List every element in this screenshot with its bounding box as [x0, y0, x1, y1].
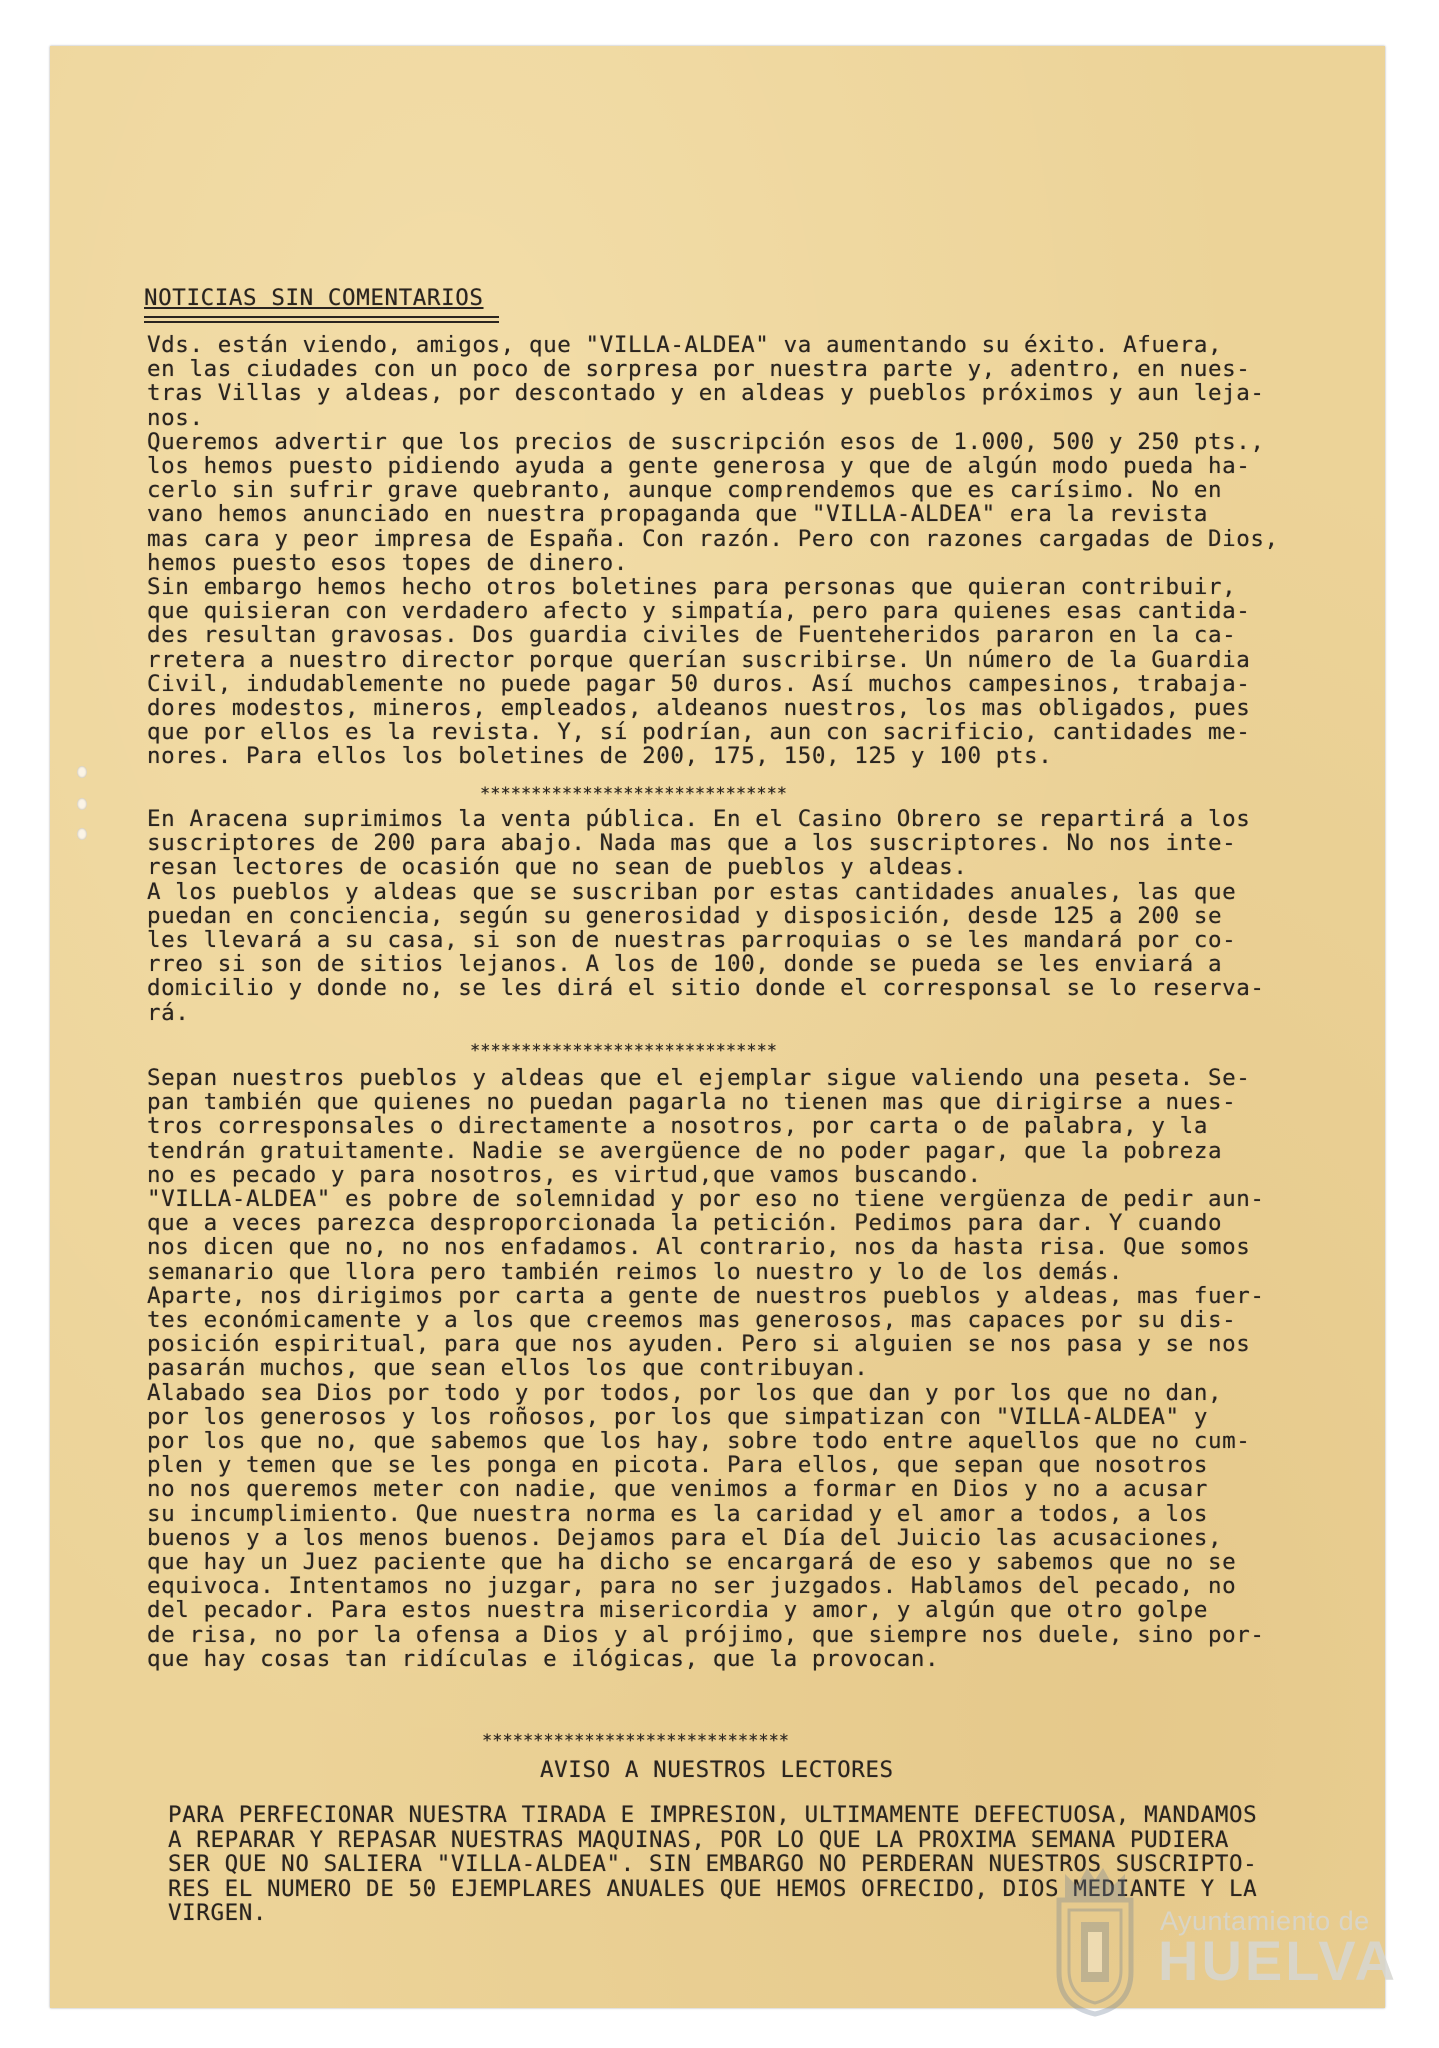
asterisk-divider-2: ****************************** [470, 1041, 778, 1061]
title-rule-upper [144, 316, 499, 318]
city-seal-icon [1045, 1860, 1145, 2018]
watermark-text-line2: HUELVA [1158, 1929, 1398, 1992]
paper-sheet [50, 46, 1385, 2008]
punch-hole [77, 828, 87, 840]
article-paragraph-2: En Aracena suprimimos la venta pública. En el Casino Obrero se repartirá a los suscriptores de 200 para abajo. Nada mas que a los suscriptores. No nos inte- resan lectores de ocasión que no sean de pueblos y aldeas. A los pueblos y aldeas que se suscriban por estas cantidades anuales, las que puedan en conciencia, según su generosidad y disposición, desde 125 a 200 se les llevará a su casa, si son de nuestras parroquias o se les mandará por co- rreo si son de sitios lejanos. A los de 100, donde se pueda se les enviará a domicilio y donde no, se les dirá el sitio donde el corresponsal se lo reserva- rá. [147, 806, 1265, 1026]
notice-title: AVISO A NUESTROS LECTORES [540, 1757, 894, 1783]
punch-hole [77, 766, 87, 778]
punch-hole [77, 798, 87, 810]
notice-body: PARA PERFECIONAR NUESTRA TIRADA E IMPRESION, ULTIMAMENTE DEFECTUOSA, MANDAMOS A REPARAR Y REPASAR NUESTRAS MAQUINAS, POR LO QUE LA PROXIMA SEMANA PUDIERA SER QUE NO SALIERA "VILLA-ALDEA". SIN EMBARGO NO PERDERAN NUESTROS SUSCRIPTO- RES EL NUMERO DE 50 EJEMPLARES ANUALES QUE HEMOS OFRECIDO, DIOS MEDIANTE Y LA VIRGEN. [168, 1802, 1258, 1926]
article-title: NOTICIAS SIN COMENTARIOS [144, 285, 484, 311]
article-paragraph-3: Sepan nuestros pueblos y aldeas que el ejemplar sigue valiendo una peseta. Se- pan también que quienes no puedan pagarla no tienen mas que dirigirse a nues- tros corresponsales o directamente a nosotros, por carta o de palabra, y la tendrán gratuitamente. Nadie se avergüence de no poder pagar, que la pobreza no es pecado y para nosotros, es virtud,que vamos buscando. "VILLA-ALDEA" es pobre de solemnidad y por eso no tiene vergüenza de pedir aun- que a veces parezca desproporcionada la petición. Pedimos para dar. Y cuando nos dicen que no, no nos enfadamos. Al contrario, nos da hasta risa. Que somos semanario que llora pero también reimos lo nuestro y lo de los demás. Aparte, nos dirigimos por carta a gente de nuestros pueblos y aldeas, mas fuer- tes económicamente y a los que creemos mas generosos, mas capaces por su dis- posición espiritual, para que nos ayuden. Pero si alguien se nos pasa y se nos pasarán muchos, que sean ellos los que contribuyan. Alabado sea Dios por todo y por todos, por los que dan y por los que no dan, por los generosos y los roñosos, por los que simpatizan con "VILLA-ALDEA" y por los que no, que sabemos que los hay, sobre todo entre aquellos que no cum- plen y temen que se les ponga en picota. Para ellos, que sepan que nosotros no nos queremos meter con nadie, que venimos a formar en Dios y no a acusar su incumplimiento. Que nuestra norma es la caridad y el amor a todos, a los buenos y a los menos buenos. Dejamos para el Día del Juicio las acusaciones, que hay un Juez paciente que ha dicho se encargará de eso y sabemos que no se equivoca. Intentamos no juzgar, para no ser juzgados. Hablamos del pecado, no del pecador. Para estos nuestra misericordia y amor, y algún que otro golpe de risa, no por la ofensa a Dios y al prójimo, que siempre nos duele, sino por- que hay cosas tan ridículas e ilógicas, que la provocan. [147, 1065, 1265, 1672]
watermark-text-line1: Ayuntamiento de [1160, 1906, 1370, 1936]
title-rule-lower [144, 321, 499, 323]
asterisk-divider-3: ****************************** [482, 1731, 790, 1751]
article-paragraph-1: Vds. están viendo, amigos, que "VILLA-ALDEA" va aumentando su éxito. Afuera, en las ciudades con un poco de sorpresa por nuestra parte y, adentro, en nues- tras Villas y aldeas, por descontado y en aldeas y pueblos próximos y aun leja- nos. Queremos advertir que los precios de suscripción esos de 1.000, 500 y 250 pts., los hemos puesto pidiendo ayuda a gente generosa y que de algún modo pueda ha- cerlo sin sufrir grave quebranto, aunque comprendemos que es carísimo. No en vano hemos anunciado en nuestra propaganda que "VILLA-ALDEA" era la revista mas cara y peor impresa de España. Con razón. Pero con razones cargadas de Dios, hemos puesto esos topes de dinero. Sin embargo hemos hecho otros boletines para personas que quieran contribuir, que quisieran con verdadero afecto y simpatía, pero para quienes esas cantida- des resultan gravosas. Dos guardia civiles de Fuenteheridos pararon en la ca- rretera a nuestro director porque querían suscribirse. Un número de la Guardia Civil, indudablemente no puede pagar 50 duros. Así muchos campesinos, trabaja- dores modestos, mineros, empleados, aldeanos nuestros, los mas obligados, pues que por ellos es la revista. Y, sí podrían, aun con sacrificio, cantidades me- nores. Para ellos los boletines de 200, 175, 150, 125 y 100 pts. [147, 332, 1279, 770]
asterisk-divider-1: ****************************** [480, 784, 788, 804]
